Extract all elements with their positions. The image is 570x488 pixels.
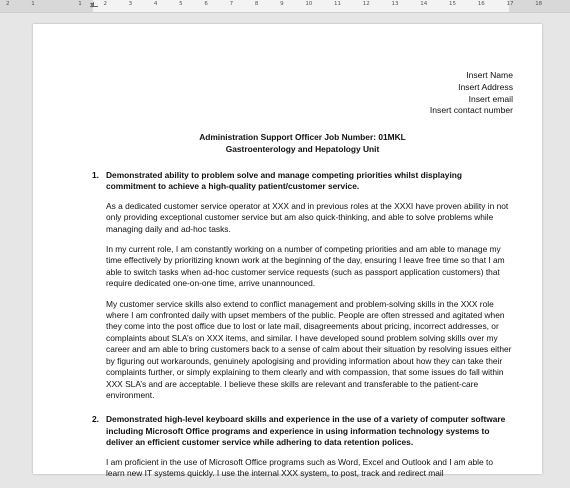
ruler-number: 5 <box>179 1 183 7</box>
ruler-number: 12 <box>362 1 370 7</box>
tab-stop-icon[interactable] <box>93 2 98 7</box>
ruler-number: 6 <box>204 1 208 7</box>
criterion-number: 2. <box>92 414 99 425</box>
ruler-number: 8 <box>254 1 259 7</box>
ruler-number: 18 <box>535 1 543 7</box>
criterion-heading <box>92 170 513 193</box>
ruler-number: 1 <box>78 1 82 7</box>
ruler-number: 15 <box>448 1 456 7</box>
ruler-number: 3 <box>128 1 133 7</box>
ruler-number: 11 <box>334 1 342 7</box>
criterion-heading-text: Demonstrated high-level keyboard skills and experience in the use of a variety of computer software including Microsoft Office programs and experience in using information technology systems to deliver an efficient customer service while adhering to data retention polices. <box>106 414 506 448</box>
ruler-number: 4 <box>153 1 158 7</box>
ruler-number: 10 <box>305 1 313 7</box>
contact-address: Insert Address <box>458 81 513 92</box>
document-title <box>92 132 513 155</box>
contact-name: Insert Name <box>466 70 513 80</box>
title-line-2: Gastroenterology and Hepatology Unit <box>225 143 380 154</box>
contact-number: Insert contact number <box>429 105 513 116</box>
paragraph: I am proficient in the use of Microsoft Office programs such as Word, Excel and Outlook and I am able to learn new IT systems quickly. I use the internal XXX system, to post, track and redirect mail <box>106 456 493 478</box>
ruler-number: 1 <box>31 1 35 7</box>
ruler-number: 2 <box>6 1 10 7</box>
title-line-1: Administration Support Officer Job Number: 01MKL <box>199 132 406 143</box>
ruler-number: 9 <box>280 1 284 7</box>
ruler-numbers <box>0 1 570 11</box>
contact-block <box>92 70 513 117</box>
ruler-number: 7 <box>229 1 234 7</box>
indent-marker-icon[interactable]: ⧗ <box>89 2 95 9</box>
document-page[interactable] <box>33 24 542 478</box>
paragraph: As a dedicated customer service operator at XXX and in previous roles at the XXXI have proven ability in not only providing exceptional customer service but am also quick-thinking, and able to solve problems while managing daily and ad-hoc tasks. <box>106 200 509 234</box>
ruler-number: 13 <box>391 1 399 7</box>
ruler-number: 2 <box>103 1 107 7</box>
criterion-2 <box>92 414 513 479</box>
ruler-number: 16 <box>477 1 485 7</box>
paragraph: In my current role, I am constantly working on a number of competing priorities and am able to manage my time effectively by prioritizing known work at the beginning of the day, ensuring I leave free time so that I am able to switch tasks when ad-hoc customer service requests (such as passport application customers) that require dedicated one-on-one time, arrive unannounced. <box>106 244 505 289</box>
contact-email: Insert email <box>468 93 513 104</box>
ruler-number: 17 <box>506 1 514 7</box>
document-body[interactable] <box>92 70 513 488</box>
horizontal-ruler[interactable] <box>0 0 570 13</box>
paragraph: My customer service skills also extend to conflict management and problem-solving skills in the XXX role where I am confronted daily with upset members of the public. People are often stressed and agitated when they come into the post office due to lost or late mail, disagreements about pricing, incorrect addresses, or complaints about SLA’s on XXX items, and similar. I have developed sound problem solving skills over my career and am able to bring customers back to a sense of calm about their situation by resolving issues either by figuring out workarounds, genuinely apologising and providing information about how they can take their complaints further, or simply explaining to them clearly and with compassion, that some issues do fall within XXX SLA’s and are acceptable. I believe these skills are relevant and transferable to the patient-care environment. <box>106 298 512 400</box>
criterion-heading <box>92 414 513 448</box>
criterion-heading-text: Demonstrated ability to problem solve and manage competing priorities whilst displaying commitment to achieve a high-quality patient/customer service. <box>106 170 463 192</box>
ruler-number: 14 <box>420 1 428 7</box>
criterion-1 <box>92 170 513 401</box>
criterion-number: 1. <box>92 170 99 180</box>
